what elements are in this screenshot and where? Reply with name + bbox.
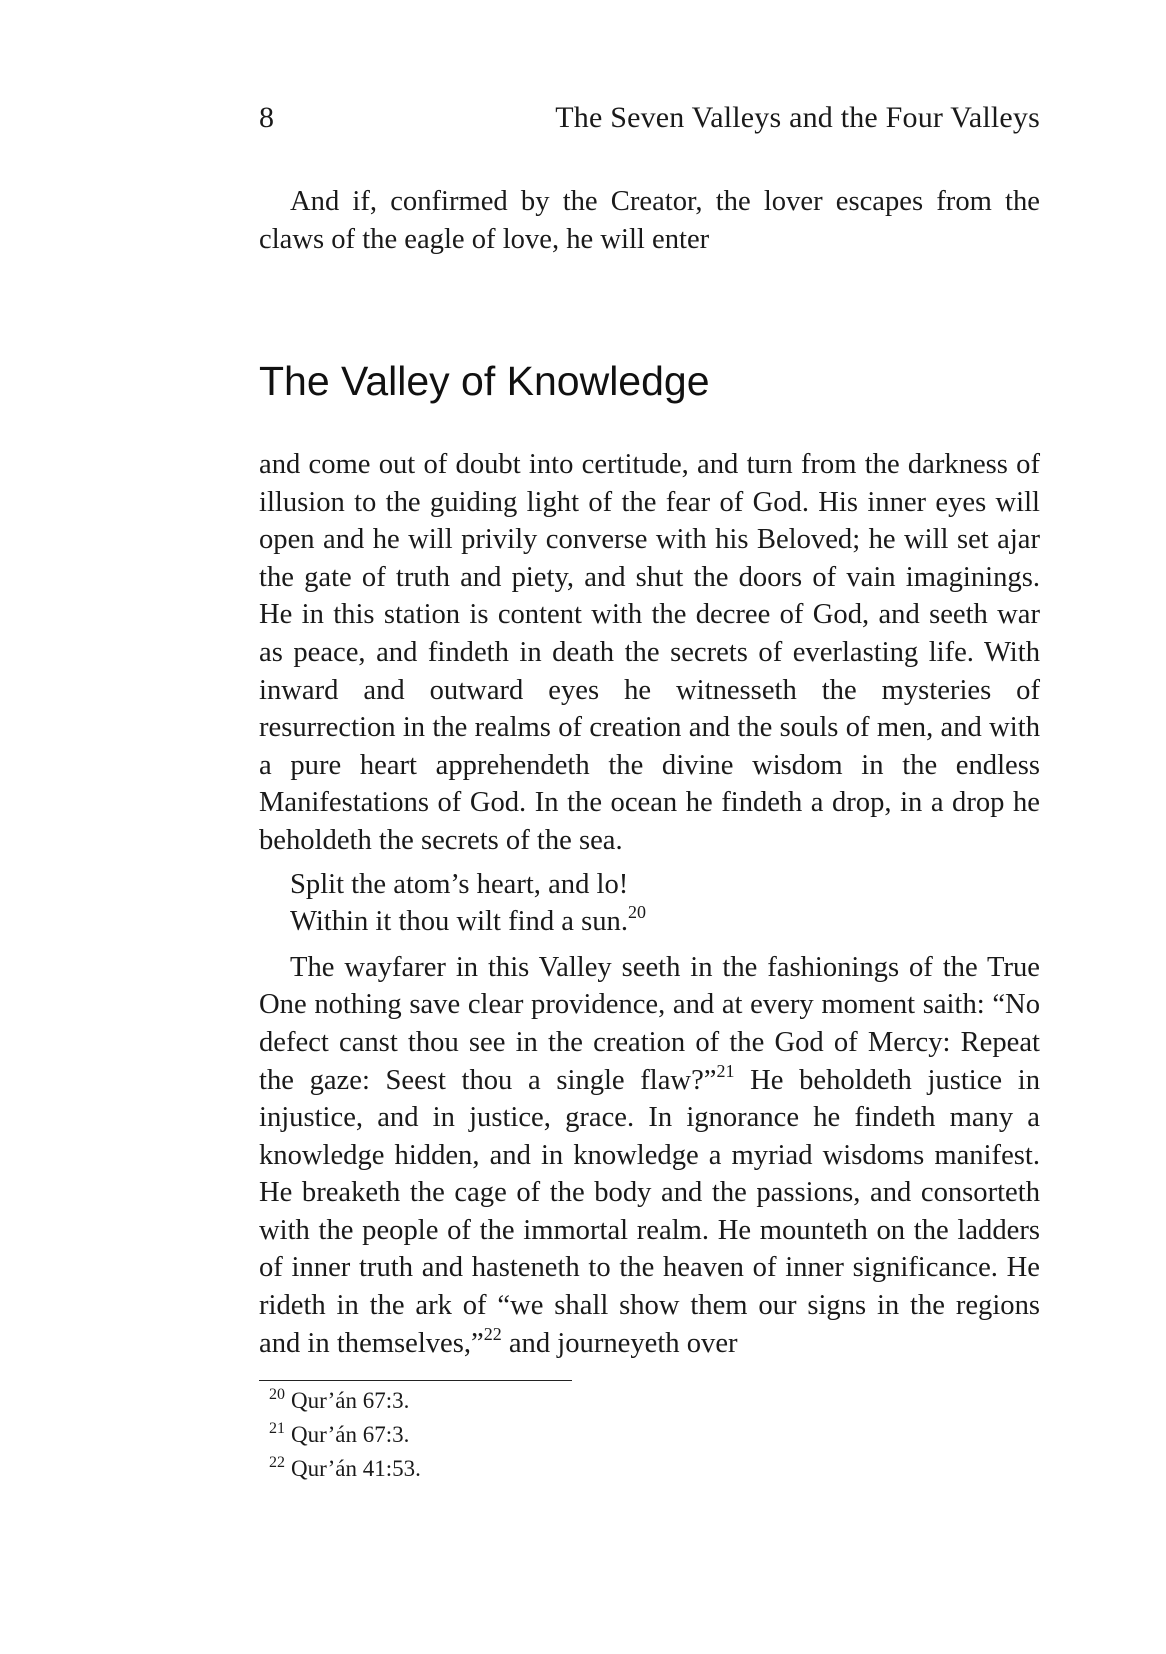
verse-line-2-text: Within it thou wilt find a sun. [290, 906, 628, 938]
footnote-item [269, 1453, 1039, 1487]
paragraph-2-part-2: He beholdeth justice in injustice, and in justice, grace. In ignorance he findeth many a knowledge hidden, and in knowledge a myriad wisdoms manifest. He breaketh the cage of the body and the passions, and consorteth with the people of the immortal realm. He mounteth on the ladders of inner truth and hasteneth to the heaven of inner significance. He rideth in the ark of “we shall show them our signs in the regions and in themselves,” [259, 1064, 1041, 1359]
body-text [259, 446, 1040, 1362]
footnote-text: Qur’án 67:3. [291, 1388, 410, 1413]
footnote-ref-22[interactable]: 22 [483, 1323, 502, 1344]
running-header [259, 98, 1040, 138]
page-number: 8 [259, 101, 275, 134]
section-title: The Valley of Knowledge [259, 358, 710, 404]
book-page [259, 0, 1040, 1654]
paragraph-1: and come out of doubt into certitude, and turn from the darkness of illusion to the guiding light of the fear of God. His inner eyes will open and he will privily converse with his Beloved; he will set ajar the gate of truth and piety, and shut the doors of vain imaginings. He in this station is content with the decree of God, and seeth war as peace, and findeth in death the secrets of everlasting life. With inward and outward eyes he witnesseth the mysteries of resurrection in the realms of creation and the souls of men, and with a pure heart apprehendeth the divine wisdom in the endless Manifestations of God. In the ocean he findeth a drop, in a drop he beholdeth the secrets of the sea. [259, 449, 1040, 856]
footnote-item [269, 1385, 1039, 1419]
footnote-mark: 21 [269, 1420, 285, 1437]
paragraph-2-part-3: and journeyeth over [501, 1327, 738, 1359]
verse-quote [290, 866, 1040, 941]
verse-line-2 [290, 903, 1040, 941]
footnote-ref-21[interactable]: 21 [716, 1060, 735, 1081]
footnote-ref-20[interactable]: 20 [628, 902, 646, 923]
paragraph-2 [259, 949, 1040, 1363]
footnote-divider [259, 1380, 572, 1381]
footnotes [269, 1385, 1039, 1487]
verse-line-1: Split the atom’s heart, and lo! [290, 868, 629, 900]
opening-paragraph: And if, confirmed by the Creator, the lover escapes from the claws of the eagle of love, he will enter [259, 186, 1040, 255]
footnote-text: Qur’án 67:3. [291, 1422, 410, 1447]
footnote-mark: 22 [269, 1454, 285, 1471]
footnote-text: Qur’án 41:53. [291, 1456, 421, 1481]
paragraph-2-part-1: The wayfarer in this Valley seeth in the fashionings of the True One nothing save clear providence, and at every moment saith: “No defect canst thou see in the creation of the God of Mercy: Repeat the gaze: Seest thou a single flaw?” [259, 951, 1040, 1096]
running-title: The Seven Valleys and the Four Valleys [555, 101, 1040, 134]
footnote-item [269, 1419, 1039, 1453]
footnote-mark: 20 [269, 1386, 285, 1403]
